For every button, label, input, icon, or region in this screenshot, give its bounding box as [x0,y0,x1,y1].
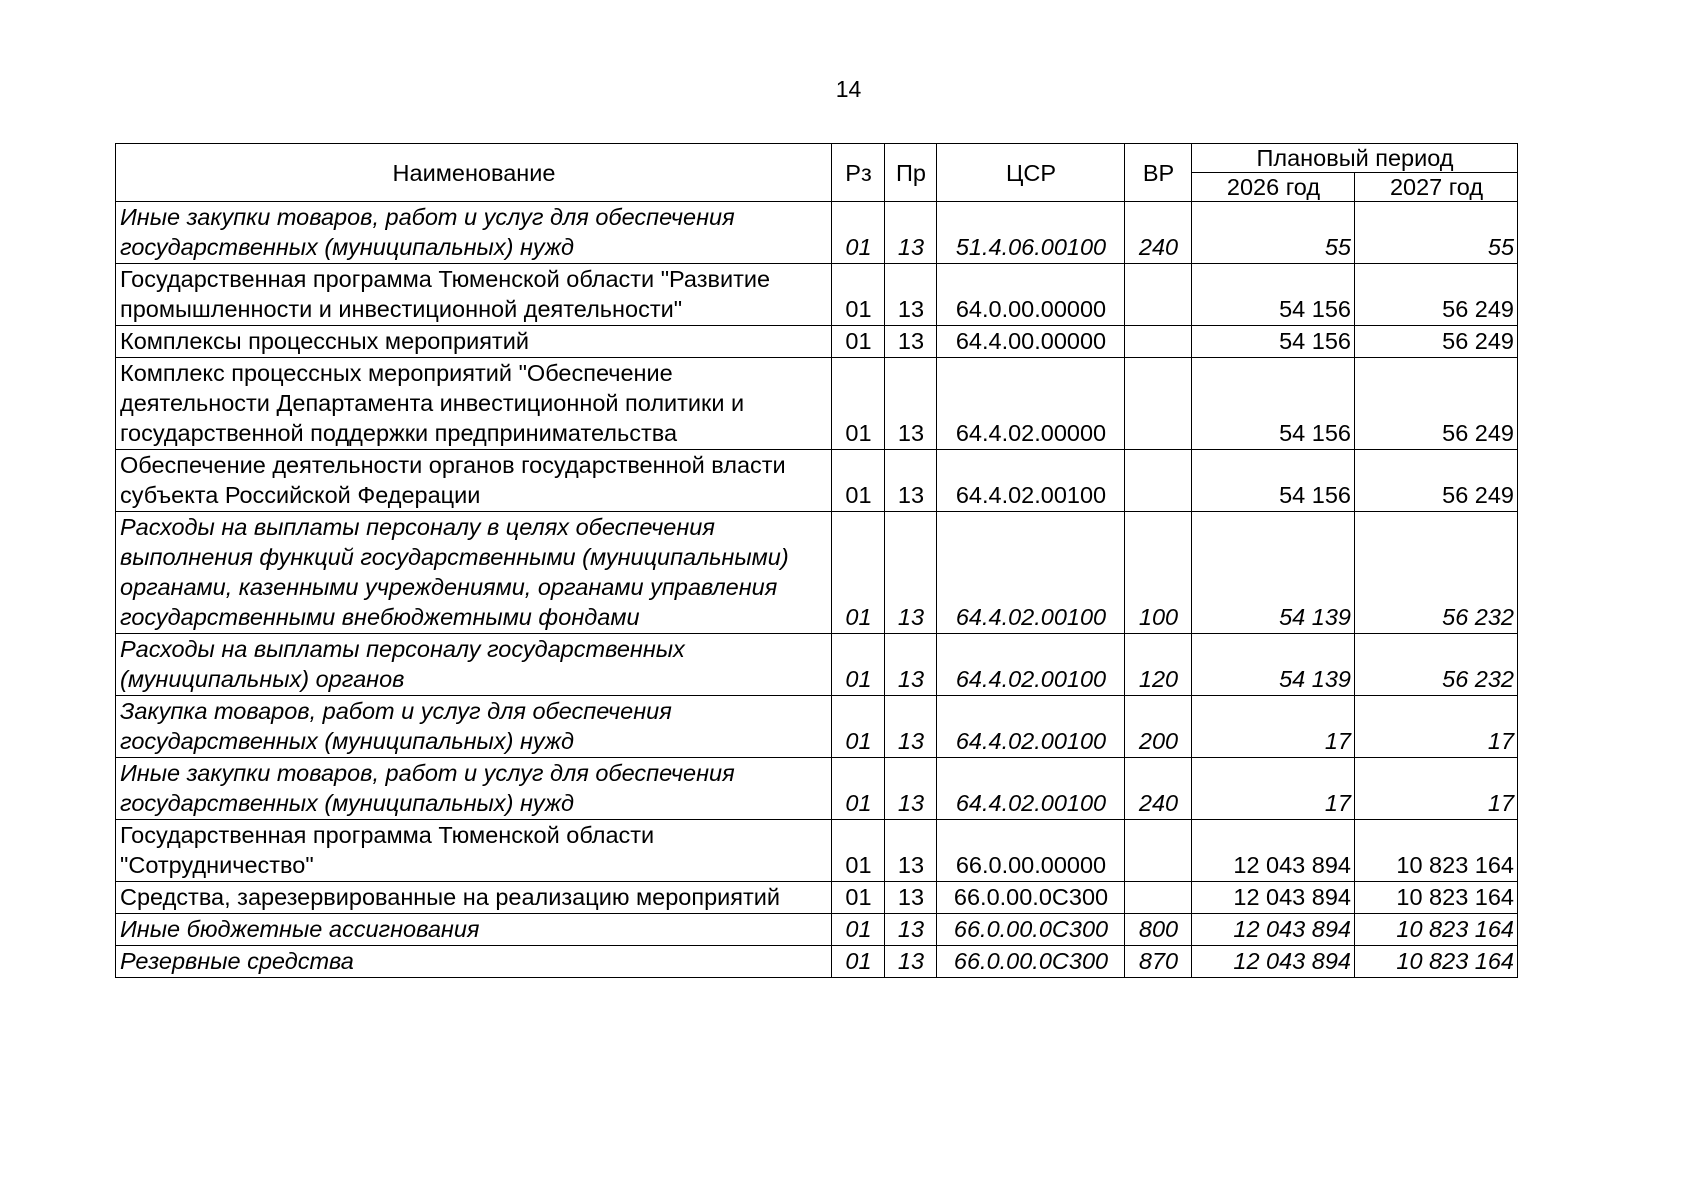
row-csr-cell: 51.4.06.00100 [937,202,1125,264]
row-vr-cell [1125,326,1192,358]
row-pr-cell: 13 [885,512,937,634]
row-name-cell: Иные бюджетные ассигнования [116,914,832,946]
row-name-cell: Средства, зарезервированные на реализацию мероприятий [116,882,832,914]
row-2027-cell: 56 249 [1355,326,1518,358]
row-csr-cell: 64.4.02.00100 [937,758,1125,820]
table-row [116,264,1518,326]
row-pr-cell: 13 [885,326,937,358]
table-body [116,202,1518,978]
row-csr-cell: 64.0.00.00000 [937,264,1125,326]
row-csr-cell: 64.4.02.00100 [937,512,1125,634]
row-rz-cell: 01 [832,512,885,634]
row-2026-cell: 54 156 [1192,264,1355,326]
row-2027-cell: 56 232 [1355,512,1518,634]
row-csr-cell: 64.4.02.00100 [937,696,1125,758]
row-csr-cell: 64.4.02.00000 [937,358,1125,450]
row-name-cell: Иные закупки товаров, работ и услуг для обеспечения государственных (муниципальных) нужд [116,202,832,264]
row-pr-cell: 13 [885,634,937,696]
row-name-cell: Обеспечение деятельности органов государственной власти субъекта Российской Федерации [116,450,832,512]
row-pr-cell: 13 [885,202,937,264]
row-pr-cell: 13 [885,696,937,758]
row-vr-cell: 800 [1125,914,1192,946]
row-pr-cell: 13 [885,758,937,820]
row-2026-cell: 12 043 894 [1192,820,1355,882]
row-name-cell: Закупка товаров, работ и услуг для обеспечения государственных (муниципальных) нужд [116,696,832,758]
row-2026-cell: 54 156 [1192,358,1355,450]
row-name-cell: Государственная программа Тюменской области "Развитие промышленности и инвестиционной деятельности" [116,264,832,326]
header-year-2027: 2027 год [1355,173,1518,202]
row-name-cell: Комплекс процессных мероприятий "Обеспечение деятельности Департамента инвестиционной политики и государственной поддержки предпринимательства [116,358,832,450]
row-2027-cell: 56 249 [1355,264,1518,326]
table-row [116,882,1518,914]
table-row [116,914,1518,946]
header-vr: ВР [1125,144,1192,202]
row-rz-cell: 01 [832,882,885,914]
row-pr-cell: 13 [885,264,937,326]
row-pr-cell: 13 [885,882,937,914]
row-2027-cell: 56 232 [1355,634,1518,696]
row-2026-cell: 54 156 [1192,450,1355,512]
page-number: 14 [835,76,862,102]
row-vr-cell [1125,882,1192,914]
header-name: Наименование [116,144,832,202]
row-2026-cell: 12 043 894 [1192,882,1355,914]
row-pr-cell: 13 [885,820,937,882]
row-rz-cell: 01 [832,758,885,820]
row-2027-cell: 17 [1355,758,1518,820]
row-pr-cell: 13 [885,450,937,512]
row-2026-cell: 17 [1192,758,1355,820]
table-row [116,358,1518,450]
row-pr-cell: 13 [885,358,937,450]
row-rz-cell: 01 [832,450,885,512]
row-rz-cell: 01 [832,696,885,758]
row-csr-cell: 64.4.02.00100 [937,634,1125,696]
budget-table [115,143,1518,978]
row-vr-cell [1125,820,1192,882]
row-rz-cell: 01 [832,634,885,696]
row-vr-cell: 240 [1125,758,1192,820]
row-name-cell: Комплексы процессных мероприятий [116,326,832,358]
row-rz-cell: 01 [832,326,885,358]
row-2027-cell: 10 823 164 [1355,882,1518,914]
header-year-2026: 2026 год [1192,173,1355,202]
header-rz: Рз [832,144,885,202]
row-rz-cell: 01 [832,202,885,264]
row-vr-cell: 200 [1125,696,1192,758]
table-row [116,696,1518,758]
row-2027-cell: 10 823 164 [1355,946,1518,978]
table-row [116,512,1518,634]
row-rz-cell: 01 [832,946,885,978]
row-pr-cell: 13 [885,946,937,978]
row-name-cell: Расходы на выплаты персоналу государственных (муниципальных) органов [116,634,832,696]
row-rz-cell: 01 [832,914,885,946]
row-vr-cell: 240 [1125,202,1192,264]
row-pr-cell: 13 [885,914,937,946]
row-2026-cell: 12 043 894 [1192,946,1355,978]
header-csr: ЦСР [937,144,1125,202]
table-row [116,820,1518,882]
header-plan-period: Плановый период [1192,144,1518,173]
row-2026-cell: 12 043 894 [1192,914,1355,946]
row-2026-cell: 55 [1192,202,1355,264]
row-2026-cell: 54 139 [1192,634,1355,696]
row-vr-cell [1125,358,1192,450]
row-2026-cell: 54 139 [1192,512,1355,634]
row-2027-cell: 10 823 164 [1355,914,1518,946]
row-vr-cell [1125,450,1192,512]
row-2027-cell: 56 249 [1355,358,1518,450]
row-csr-cell: 66.0.00.0С300 [937,946,1125,978]
row-name-cell: Расходы на выплаты персоналу в целях обеспечения выполнения функций государственными (муниципальными) органами, казенными учреждениями, органами управления государственными внебюджетными фондами [116,512,832,634]
row-rz-cell: 01 [832,358,885,450]
row-vr-cell: 120 [1125,634,1192,696]
table-row [116,946,1518,978]
row-rz-cell: 01 [832,820,885,882]
row-2027-cell: 55 [1355,202,1518,264]
row-csr-cell: 66.0.00.0С300 [937,882,1125,914]
row-2027-cell: 56 249 [1355,450,1518,512]
header-pr: Пр [885,144,937,202]
table-row [116,450,1518,512]
row-name-cell: Резервные средства [116,946,832,978]
row-name-cell: Иные закупки товаров, работ и услуг для обеспечения государственных (муниципальных) нужд [116,758,832,820]
row-vr-cell: 870 [1125,946,1192,978]
table-row [116,758,1518,820]
table-row [116,326,1518,358]
row-2026-cell: 54 156 [1192,326,1355,358]
row-csr-cell: 66.0.00.00000 [937,820,1125,882]
row-csr-cell: 66.0.00.0С300 [937,914,1125,946]
row-name-cell: Государственная программа Тюменской области "Сотрудничество" [116,820,832,882]
row-rz-cell: 01 [832,264,885,326]
row-csr-cell: 64.4.00.00000 [937,326,1125,358]
row-2027-cell: 17 [1355,696,1518,758]
row-2026-cell: 17 [1192,696,1355,758]
row-csr-cell: 64.4.02.00100 [937,450,1125,512]
table-row [116,634,1518,696]
row-2027-cell: 10 823 164 [1355,820,1518,882]
row-vr-cell: 100 [1125,512,1192,634]
table-row [116,202,1518,264]
row-vr-cell [1125,264,1192,326]
